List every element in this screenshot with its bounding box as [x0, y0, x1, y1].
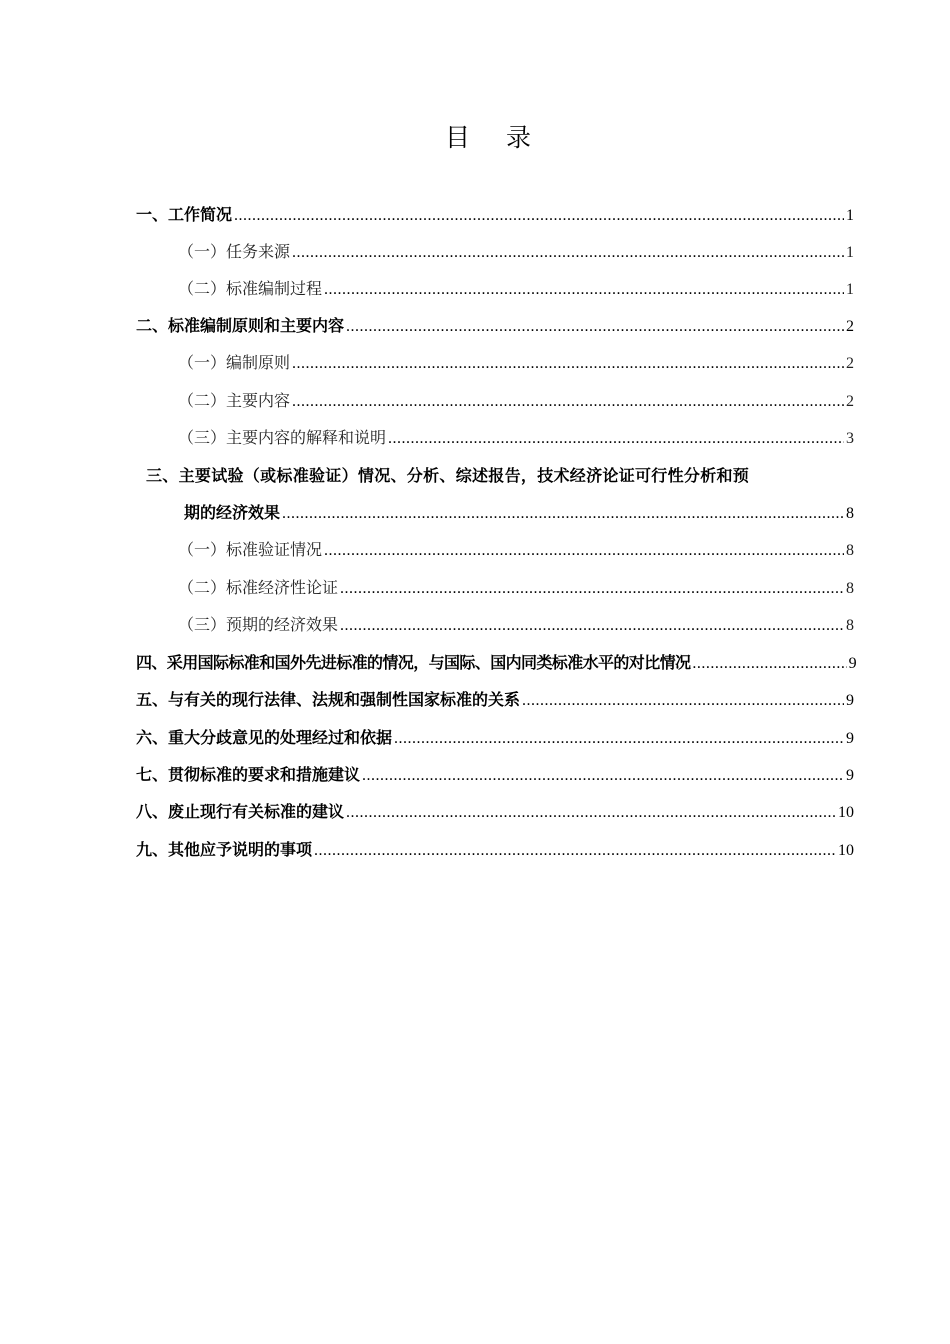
toc-entry-1-2[interactable]	[178, 278, 854, 300]
toc-entry-3-2[interactable]	[178, 577, 854, 599]
toc-entry-3-1[interactable]	[178, 539, 854, 561]
dot-leader	[324, 279, 844, 301]
dot-leader	[340, 578, 844, 600]
toc-entry-page: 8	[846, 580, 854, 597]
toc-entry-label: 七、贯彻标准的要求和措施建议	[136, 765, 361, 784]
toc-entry-6[interactable]	[136, 727, 854, 749]
toc-entry-page: 9	[846, 692, 854, 709]
toc-entry-label: （一）编制原则	[178, 353, 291, 372]
toc-entry-label: （三）主要内容的解释和说明	[178, 428, 387, 447]
toc-entry-3-3[interactable]	[178, 614, 854, 636]
toc-entry-page: 2	[846, 318, 854, 335]
toc-entry-label: （二）主要内容	[178, 391, 291, 410]
toc-entry-page: 9	[848, 655, 856, 672]
toc-entry-label: （三）预期的经济效果	[178, 615, 339, 634]
dot-leader	[314, 840, 836, 862]
toc-entry-label: （二）标准经济性论证	[178, 578, 339, 597]
toc-entry-1[interactable]	[136, 204, 854, 226]
toc-entry-page: 1	[846, 207, 854, 224]
toc-entry-2-1[interactable]	[178, 352, 854, 374]
dot-leader	[340, 615, 844, 637]
toc-entry-1-1[interactable]	[178, 241, 854, 263]
toc-entry-4[interactable]	[136, 652, 856, 674]
toc-entry-2[interactable]	[136, 315, 854, 337]
toc-entry-label: 五、与有关的现行法律、法规和强制性国家标准的关系	[136, 690, 521, 709]
toc-entry-8[interactable]	[136, 801, 854, 823]
toc-entry-5[interactable]	[136, 689, 854, 711]
dot-leader	[282, 503, 844, 525]
dot-leader	[522, 690, 844, 712]
toc-entry-page: 10	[838, 842, 854, 859]
toc-entry-label: 八、废止现行有关标准的建议	[136, 802, 345, 821]
dot-leader	[394, 728, 844, 750]
toc-entry-page: 2	[846, 355, 854, 372]
toc-entry-2-3[interactable]	[178, 427, 854, 449]
dot-leader	[292, 353, 844, 375]
toc-entry-label-line2: 期的经济效果	[184, 503, 281, 522]
toc-entry-label: 一、工作简况	[136, 205, 233, 224]
toc-entry-label: 二、标准编制原则和主要内容	[136, 316, 345, 335]
dot-leader	[346, 316, 844, 338]
toc-entry-7[interactable]	[136, 764, 854, 786]
dot-leader	[692, 653, 846, 675]
toc-entry-page: 8	[846, 542, 854, 559]
toc-entry-page: 9	[846, 730, 854, 747]
toc-entry-page: 3	[846, 430, 854, 447]
toc-entry-label: 四、采用国际标准和国外先进标准的情况，与国际、国内同类标准水平的对比情况	[136, 653, 691, 672]
toc-entry-page: 2	[846, 393, 854, 410]
toc-entry-2-2[interactable]	[178, 390, 854, 412]
toc-entry-page: 8	[846, 505, 854, 522]
toc-entry-label: （一）标准验证情况	[178, 540, 323, 559]
dot-leader	[292, 242, 844, 264]
toc-entry-9[interactable]	[136, 839, 854, 861]
toc-entry-page: 9	[846, 767, 854, 784]
toc-entry-page: 10	[838, 804, 854, 821]
dot-leader	[388, 428, 844, 450]
dot-leader	[234, 205, 844, 227]
page-title: 目 录	[445, 123, 545, 152]
toc-entry-page: 8	[846, 617, 854, 634]
toc-entry-label: （一）任务来源	[178, 242, 291, 261]
toc-entry-3-continuation	[184, 502, 854, 524]
toc-entry-page: 1	[846, 281, 854, 298]
dot-leader	[346, 802, 836, 824]
toc-entry-label-line1: 三、主要试验（或标准验证）情况、分析、综述报告，技术经济论证可行性分析和预	[146, 466, 750, 485]
dot-leader	[292, 391, 844, 413]
dot-leader	[324, 540, 844, 562]
toc-entry-label: （二）标准编制过程	[178, 279, 323, 298]
toc-entry-label: 六、重大分歧意见的处理经过和依据	[136, 728, 393, 747]
toc-entry-label: 九、其他应予说明的事项	[136, 840, 313, 859]
dot-leader	[362, 765, 844, 787]
toc-entry-page: 1	[846, 244, 854, 261]
